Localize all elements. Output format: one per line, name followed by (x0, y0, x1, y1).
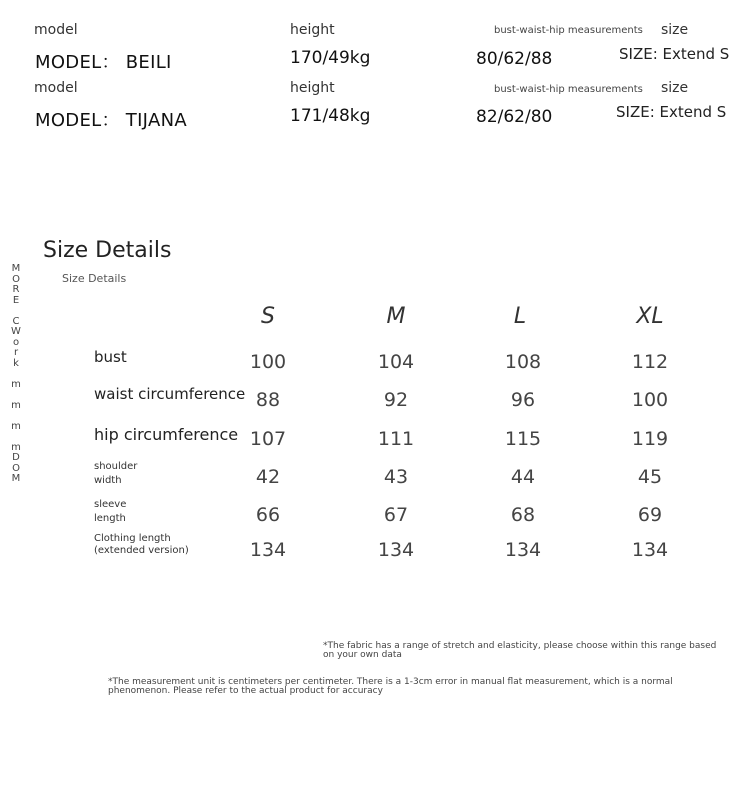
row-label-hip: hip circumference (94, 425, 239, 444)
table-cell: 66 (255, 504, 281, 526)
table-cell: 69 (637, 504, 663, 526)
table-cell: 92 (383, 389, 409, 411)
size-details-title: Size Details (43, 238, 172, 263)
measurements-label-2: bust-waist-hip measurements (494, 84, 643, 95)
side-text-char: o (12, 336, 20, 348)
model-height-1: 170/49kg (290, 48, 371, 68)
table-cell: 134 (504, 539, 542, 561)
model-measurements-2: 82/62/80 (476, 107, 553, 127)
size-label-2: size (661, 80, 689, 96)
row-label-waist: waist circumference (94, 385, 246, 403)
model-measurements-1: 80/62/88 (476, 49, 553, 69)
size-label-1: size (661, 22, 689, 38)
side-text-char: m (11, 420, 21, 432)
row-label-clothing-line2: (extended version) (94, 545, 189, 556)
note-measurement: *The measurement unit is centimeters per centimeter. There is a 1-3cm error in manual flat measurement, which is a normal phenomenon. Please refer to the actual product for accuracy (108, 677, 673, 696)
table-cell: 112 (631, 351, 669, 373)
table-cell: 100 (631, 389, 669, 411)
side-text-char: D (12, 452, 20, 463)
side-text-char: C (12, 315, 20, 327)
model-size-1: SIZE: Extend S (619, 45, 730, 63)
table-cell: 67 (383, 504, 409, 526)
side-text-char: r (13, 347, 19, 358)
row-label-sleeve (94, 498, 126, 526)
row-label-shoulder-line1: shoulder (94, 461, 138, 472)
size-details-subtitle: Size Details (62, 272, 127, 285)
side-text-char: m (11, 441, 21, 453)
side-text-char: O (12, 273, 20, 285)
row-label-sleeve-line1: sleeve (94, 499, 127, 510)
table-cell: 104 (377, 351, 415, 373)
height-label-2: height (290, 80, 335, 96)
col-head-s: S (261, 304, 275, 329)
note-fabric: *The fabric has a range of stretch and elasticity, please choose within this range based on your own data (323, 641, 717, 660)
table-cell: 107 (249, 428, 287, 450)
model-label-2: model (34, 80, 78, 96)
model-height-2: 171/48kg (290, 106, 371, 126)
table-cell: 45 (637, 466, 663, 488)
table-cell: 115 (504, 428, 542, 450)
side-text-char (9, 432, 23, 443)
model-name-2: MODEL： TIJANA (35, 110, 187, 131)
side-text-char: R (12, 284, 20, 295)
side-text-char (9, 306, 23, 317)
row-label-shoulder-line2: width (94, 475, 122, 486)
table-cell: 96 (510, 389, 536, 411)
model-name-1: MODEL： BEILI (35, 52, 172, 73)
measurements-label-1: bust-waist-hip measurements (494, 25, 643, 36)
side-text-char (9, 369, 23, 380)
side-text-char: W (11, 326, 21, 337)
side-text-char: m (11, 399, 21, 411)
table-cell: 68 (510, 504, 536, 526)
table-cell: 43 (383, 466, 409, 488)
table-cell: 111 (377, 428, 415, 450)
col-head-l: L (513, 304, 527, 329)
side-text-char (9, 411, 23, 422)
model-size-2: SIZE: Extend S (616, 103, 727, 121)
row-label-shoulder (94, 460, 137, 488)
col-head-m: M (386, 304, 406, 329)
side-vertical-text (9, 264, 23, 485)
model-label-1: model (34, 22, 78, 38)
side-text-char: M (11, 263, 21, 274)
table-cell: 42 (255, 466, 281, 488)
side-text-char (9, 390, 23, 401)
height-label-1: height (290, 22, 335, 38)
table-cell: 119 (631, 428, 669, 450)
row-label-bust: bust (94, 348, 127, 366)
row-label-sleeve-line2: length (94, 513, 126, 524)
side-text-char: E (12, 294, 20, 306)
table-cell: 100 (249, 351, 287, 373)
row-label-clothing-line1: Clothing length (94, 533, 171, 544)
side-text-char: O (12, 462, 20, 474)
col-head-xl: XL (636, 304, 664, 329)
table-cell: 44 (510, 466, 536, 488)
table-cell: 108 (504, 351, 542, 373)
table-cell: 134 (249, 539, 287, 561)
table-cell: 134 (631, 539, 669, 561)
side-text-char: M (11, 473, 21, 484)
side-text-char: k (13, 357, 19, 369)
row-label-clothing-length (94, 533, 189, 557)
table-cell: 88 (255, 389, 281, 411)
side-text-char: m (11, 378, 21, 390)
table-cell: 134 (377, 539, 415, 561)
